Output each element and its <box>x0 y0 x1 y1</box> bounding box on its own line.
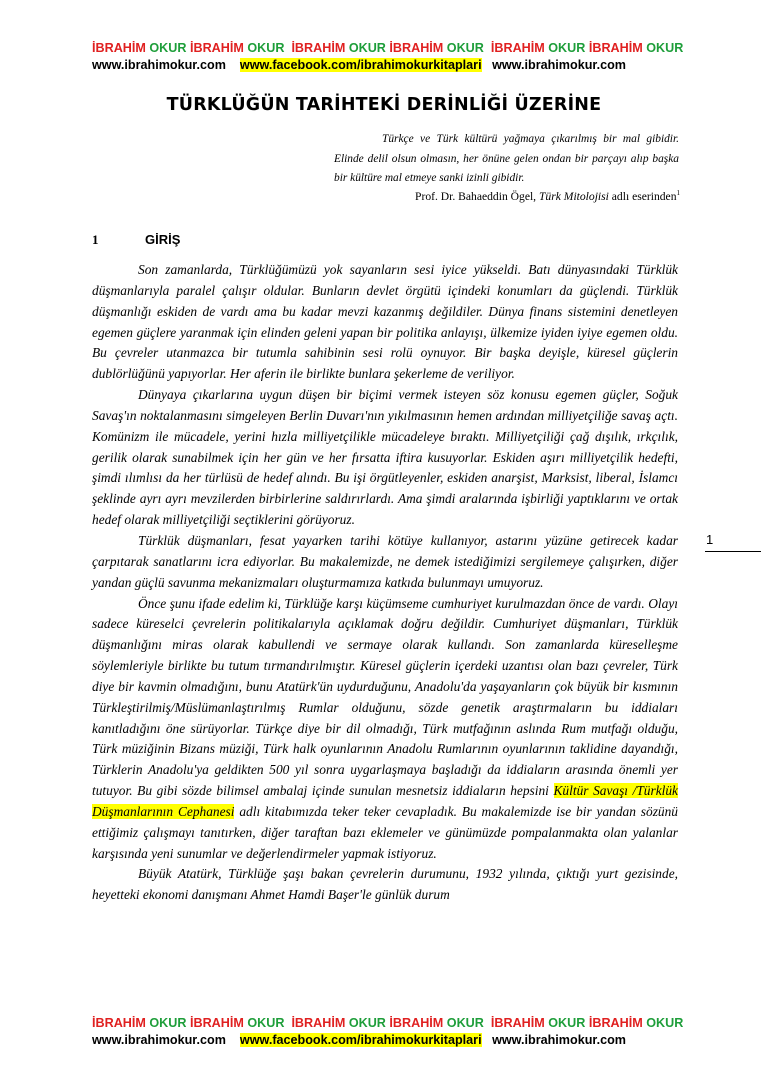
website-link[interactable]: www.ibrahimokur.com <box>492 58 626 72</box>
brand-last: OKUR <box>348 1016 386 1030</box>
brand-last: OKUR <box>247 41 285 55</box>
facebook-link[interactable]: www.facebook.com/ibrahimokurkitaplari <box>239 1033 482 1047</box>
paragraph <box>92 594 678 865</box>
brand-first: İBRAHİM <box>490 1016 545 1030</box>
brand-last: OKUR <box>646 41 684 55</box>
body-text <box>92 260 678 906</box>
website-link[interactable]: www.ibrahimokur.com <box>492 1033 626 1047</box>
epigraph-book: Türk Mitolojisi <box>538 189 609 203</box>
highlighted-book-title: Kültür Savaşı /Türklük Düşmanlarının Cephanesi <box>92 783 678 819</box>
footer-links-line <box>92 1032 626 1048</box>
header-brand-line <box>92 40 683 56</box>
brand-first: İBRAHİM <box>389 41 444 55</box>
page-number-rule <box>705 551 761 552</box>
paragraph-text: Önce şunu ifade edelim ki, Türklüğe karşı küçümseme cumhuriyet kurulmazdan önce de vardı. Olayı sadece küreselci çevrelerin politikalarıyla açıklamak doğru değildir. Cumhuriyet düşmanları, Türklük düşmanlığını miras olarak kabullendi ve sermaye olarak kullandı. Son zamanlarda küreselleşme söylemleriyle birlikte bu tutum tırmandırılmıştır. Küresel güçlerin içerdeki uzantısı olan bazı çevreler, Türk diye bir kavmin olmadığını, bunu Atatürk'ün uydurduğunu, Anadolu'da yaşayanların çok büyük bir kısmının Türkleştirilmiş/Müslümanlaştırılmış Rumlar olduğunu, sözde genetik araştırmaların bu iddiaları kanıtladığını öne sürüyorlar. Türkçe diye bir dil olmadığı, Türk mutfağının aslında Rum mutfağı olduğu, Türk müziğinin Bizans müziği, Türk halk oyunlarının Anadolu Rumlarının oyunlarının taklidine dayandığı, Türklerin Anadolu'ya geldikten 500 yıl sonra uygarlaşmaya başladığı da iddiaların arasında önemli yer tutuyor. Bu gibi sözde bilimsel ambalaj içinde sunulan mesnetsiz iddiaların hepsini <box>92 595 678 799</box>
brand-first: İBRAHİM <box>92 1016 146 1030</box>
website-link[interactable]: www.ibrahimokur.com <box>92 58 226 72</box>
section-title: GİRİŞ <box>145 232 181 247</box>
brand-first: İBRAHİM <box>389 1016 444 1030</box>
brand-first: İBRAHİM <box>588 41 643 55</box>
header-links-line <box>92 57 626 73</box>
brand-last: OKUR <box>149 1016 187 1030</box>
paragraph: Büyük Atatürk, Türklüğe şaşı bakan çevrelerin durumunu, 1932 yılında, çıktığı yurt gezisinde, heyetteki ekonomi danışmanı Ahmet Hamdi Başer'le günlük durum <box>92 866 678 903</box>
paragraph: Dünyaya çıkarlarına uygun düşen bir biçimi vermek isteyen söz konusu egemen güçler, Soğuk Savaş'ın noktalanmasını simgeleyen Berlin Duvarı'nın yıkılmasının hemen ardından milliyetçiliğe savaş açtı. Komünizm ile mücadele, yerini hızla milliyetçilikle mücadeleye bıraktı. Milliyetçiliği çağ dışılık, ırkçılık, gerilik olarak sunabilmek için her gün ve her fırsatta iftira kusuyorlar. Eskiden aşırı milliyetçilik hedefti, şimdi ılımlısı da her türlüsü de hedef alındı. Bu işi örgütleyenler, eskiden anarşist, Marksist, liberal, İslamcı şeklinde ayrı ayrı mevzilerden birbirlerine saldırırlardı. Ama şimdi aralarında işbirliği yaptıklarını ve ortak hedef olarak milliyetçiliği seçtiklerini görüyoruz. <box>92 387 678 528</box>
section-number: 1 <box>92 232 99 247</box>
brand-last: OKUR <box>348 41 386 55</box>
epigraph-suffix: adlı eserinden <box>608 189 677 203</box>
brand-last: OKUR <box>548 41 586 55</box>
brand-last: OKUR <box>446 41 484 55</box>
footnote-marker[interactable]: 1 <box>676 189 680 197</box>
brand-last: OKUR <box>149 41 187 55</box>
brand-first: İBRAHİM <box>291 41 346 55</box>
brand-first: İBRAHİM <box>490 41 545 55</box>
brand-last: OKUR <box>247 1016 285 1030</box>
website-link[interactable]: www.ibrahimokur.com <box>92 1033 226 1047</box>
document-title: TÜRKLÜĞÜN TARİHTEKİ DERİNLİĞİ ÜZERİNE <box>166 95 602 115</box>
epigraph-text: Türkçe ve Türk kültürü yağmaya çıkarılmış bir mal gibidir. Elinde delil olsun olmasın, her önüne gelen ondan bir parçayı alıp başka bir kültüre mal etmeye sanki izinli gibidir. <box>334 133 679 184</box>
paragraph-text: adlı kitabımızda teker teker cevapladık. Bu makalemizde ise bir yandan sözünü ettiğimiz çalışmayı tanıtırken, diğer taraftan bazı eklemeler ve günümüzde pompalanmakta olan yalanlar karşısında yeni sunumlar ve değerlendirmeler yapmak istiyoruz. <box>92 803 678 861</box>
brand-last: OKUR <box>548 1016 586 1030</box>
epigraph-attribution <box>334 189 680 203</box>
epigraph-author: Prof. Dr. Bahaeddin Ögel, <box>415 189 539 203</box>
epigraph-quote <box>334 130 679 189</box>
brand-first: İBRAHİM <box>189 41 244 55</box>
facebook-link[interactable]: www.facebook.com/ibrahimokurkitaplari <box>239 58 482 72</box>
paragraph: Türklük düşmanları, fesat yayarken tarihi kötüye kullanıyor, astarını yüzüne getirecek kadar çarpıtarak sanatlarını icra ediyorlar. Bu makalemizde, ne demek istediğimizi sergilemeye çalışırken, diğer yandan güçlü savunma mekanizmaları oluşturmamıza katkıda bulunmayı umuyoruz. <box>92 532 678 590</box>
brand-last: OKUR <box>646 1016 684 1030</box>
page-number: 1 <box>706 532 714 547</box>
footer-brand-line <box>92 1015 683 1031</box>
paragraph: Son zamanlarda, Türklüğümüzü yok sayanların sesi iyice yükseldi. Batı dünyasındaki Türklük düşmanlarıyla paralel çalışır oldular. Bunların devlet örgütü içindeki konumları da güçlendi. Türklük düşmanlığı eskiden de vardı ama bu kadar mevzi kazanmış değildiler. Dünya finans sistemini denetleyen egemen güçlere yaranmak için elinden geleni yapan bir politika anlayışı, ülkemize iyiden iyiye egemen oldu. Bu çevreler utanmazca bir tutumla sahibinin sesi rolü oynuyor. Bir başka deyişle, küresel güçlerin dublörlüğünü yapıyorlar. Her aferin ile birlikte bunlara şekerleme de veriliyor. <box>92 262 678 382</box>
brand-first: İBRAHİM <box>92 41 146 55</box>
brand-first: İBRAHİM <box>588 1016 643 1030</box>
brand-last: OKUR <box>446 1016 484 1030</box>
brand-first: İBRAHİM <box>291 1016 346 1030</box>
brand-first: İBRAHİM <box>189 1016 244 1030</box>
